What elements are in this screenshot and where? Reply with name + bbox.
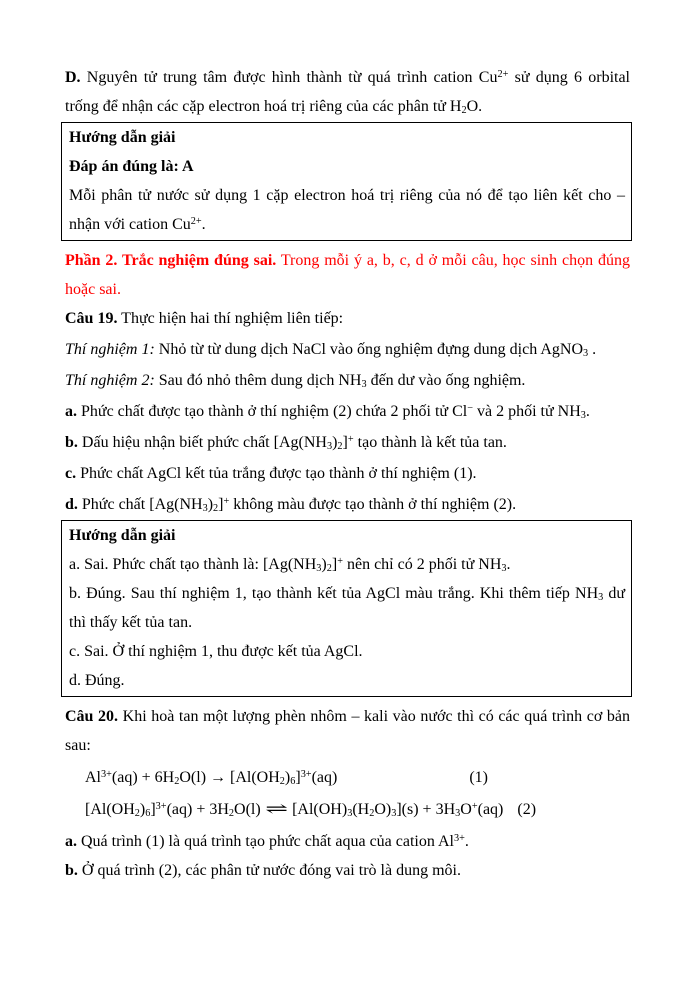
text-run: ) — [207, 496, 214, 513]
text-run: Phần 2. Trắc nghiệm đúng sai. — [65, 252, 277, 269]
text-run: (aq) — [477, 801, 504, 818]
text-run: AgNO — [540, 341, 583, 358]
subscript: 6 — [145, 808, 151, 820]
subscript: 2 — [326, 563, 332, 575]
text-run: . — [585, 403, 590, 420]
text-run: Phức chất — [77, 496, 150, 513]
subscript: 2 — [461, 105, 467, 117]
cau19-statement-d — [65, 490, 630, 519]
text-run: ](s) + 3H — [396, 801, 456, 818]
document-body — [65, 63, 630, 885]
superscript: 3+ — [453, 832, 465, 844]
answer-line — [69, 152, 625, 181]
subscript: 2 — [279, 776, 285, 788]
text-run: ) — [332, 434, 338, 451]
text-run: O) — [374, 801, 392, 818]
text-run: d. Đúng. — [69, 672, 125, 689]
text-run: Khi hoà tan một lượng phèn nhôm – kali vào nước thì có các quá trình cơ bản sau: — [65, 708, 630, 754]
text-run: O(l) — [234, 801, 261, 818]
text-run: [Ag(NH — [262, 556, 317, 573]
text-run: . — [464, 833, 469, 850]
text-run: ) — [321, 556, 327, 573]
text-run: ] — [295, 769, 301, 786]
text-run: Mỗi phân tử nước sử dụng 1 cặp electron hoá trị riêng của nó để tạo liên kết cho – nhận với cation Cu — [69, 187, 625, 233]
text-run: b. — [65, 434, 78, 451]
superscript: 2+ — [497, 68, 509, 80]
text-run: a. Sai. Phức chất tạo thành là: — [69, 556, 263, 573]
text-run: Câu 19. — [65, 310, 118, 327]
text-run: NH — [338, 372, 362, 389]
subscript: 3 — [361, 379, 367, 391]
solution-c — [69, 637, 625, 666]
subscript: 3 — [455, 808, 461, 820]
text-run: . — [506, 556, 511, 573]
text-run: [Ag(NH — [273, 434, 327, 451]
text-run: [Al(OH — [85, 801, 135, 818]
subscript: 2 — [134, 808, 140, 820]
text-run: a. — [65, 403, 77, 420]
superscript: 3+ — [155, 800, 167, 812]
text-run: ) — [139, 801, 146, 818]
solution-a — [69, 550, 625, 579]
cau19-statement-a — [65, 397, 630, 426]
text-run: dư thì thấy kết tủa tan. — [69, 585, 625, 631]
text-run: (H — [352, 801, 370, 818]
text-run: . — [588, 341, 597, 358]
text-run: không màu được tạo thành ở thí nghiệm (2). — [229, 496, 517, 513]
solution-b — [69, 579, 625, 637]
subscript: 3 — [391, 808, 397, 820]
text-run: O(l) → [Al(OH — [179, 769, 280, 786]
text-run: (2) — [517, 801, 537, 818]
solution-box-cau18 — [61, 122, 632, 241]
subscript: 3 — [598, 592, 604, 604]
cau20-statement-b — [65, 856, 630, 885]
equation-2 — [65, 795, 630, 824]
equation-1 — [65, 763, 630, 792]
text-run: O — [460, 801, 472, 818]
superscript: + — [471, 800, 478, 812]
text-run: ] — [342, 434, 348, 451]
superscript: + — [223, 495, 230, 507]
text-run: d. — [65, 496, 78, 513]
text-run: [Ag(NH — [149, 496, 203, 513]
text-run: Hướng dẫn giải — [69, 129, 176, 146]
text-run: a. — [65, 833, 77, 850]
text-run: Ở quá trình (2), các phân tử nước đóng vai trò là dung môi. — [77, 862, 461, 879]
text-run: b. Đúng. Sau thí nghiệm 1, tạo thành kết tủa AgCl màu trắng. Khi thêm tiếp — [69, 585, 576, 602]
superscript: + — [337, 555, 343, 567]
thi-nghiem-2 — [65, 366, 630, 395]
superscript: − — [467, 402, 473, 414]
subscript: 3 — [580, 410, 586, 422]
text-run: Dấu hiệu nhận biết phức chất — [77, 434, 274, 451]
text-run: b. — [65, 862, 78, 879]
subscript: 2 — [337, 441, 343, 453]
text-run: (aq) + 6H — [111, 769, 175, 786]
text-run: ] — [150, 801, 156, 818]
text-run: ] — [331, 556, 338, 573]
solution-heading — [69, 123, 625, 152]
cau20-statement-a — [65, 827, 630, 856]
subscript: 3 — [583, 348, 589, 360]
text-run: NH — [557, 403, 581, 420]
text-run: NH — [575, 585, 599, 602]
text-run: Nguyên tử trung tâm được hình thành từ quá trình cation Cu — [80, 69, 498, 86]
subscript: 3 — [202, 503, 208, 515]
solution-box-cau19 — [61, 520, 632, 697]
text-run: ) — [284, 769, 291, 786]
text-run: c. Sai. Ở thí nghiệm 1, thu được kết tủa AgCl. — [69, 643, 363, 660]
text-run: D. — [65, 69, 81, 86]
text-run: Thực hiện hai thí nghiệm liên tiếp: — [117, 310, 344, 327]
text-run: (1) — [469, 769, 488, 786]
text-run: ] — [218, 496, 224, 513]
text-run: Thí nghiệm 1: — [65, 341, 155, 358]
text-run: c. — [65, 465, 77, 482]
text-run: Quá trình (1) là quá trình tạo phức chất aqua của cation Al — [77, 833, 454, 850]
cau19-statement-b — [65, 428, 630, 457]
part2-heading — [65, 246, 630, 304]
text-run: (aq) — [311, 769, 338, 786]
superscript: 3+ — [101, 768, 112, 780]
text-run: sử dụng 6 orbital trống để nhận các cặp electron hoá trị riêng của các phân tử H — [65, 69, 630, 115]
text-run: Hướng dẫn giải — [69, 527, 176, 544]
statement-d-cau18 — [65, 63, 630, 121]
superscript: + — [347, 433, 354, 445]
text-run: Al — [85, 769, 101, 786]
cau-19-heading — [65, 304, 630, 333]
subscript: 2 — [228, 808, 235, 820]
text-run: Đáp án đúng là: A — [69, 158, 194, 175]
text-run: O. — [466, 98, 483, 115]
subscript: 3 — [347, 808, 353, 820]
text-run: [Al(OH) — [292, 801, 348, 818]
text-run: đến dư vào ống nghiệm. — [366, 372, 526, 389]
text-run: Phức chất được tạo thành ở thí nghiệm (2) chứa 2 phối tử Cl — [77, 403, 468, 420]
subscript: 3 — [326, 441, 333, 453]
subscript: 2 — [213, 503, 219, 515]
superscript: 3+ — [300, 768, 312, 780]
solution-d — [69, 666, 625, 695]
text-run: tạo thành là kết tủa tan. — [353, 434, 507, 451]
text-run: nên chỉ có 2 phối tử — [342, 556, 479, 573]
subscript: 3 — [316, 563, 322, 575]
text-run: Phức chất AgCl kết tủa trắng được tạo thành ở thí nghiệm (1). — [76, 465, 477, 482]
cau-20-heading — [65, 702, 630, 760]
text-run: . — [201, 216, 206, 233]
cau19-statement-c — [65, 459, 630, 488]
subscript: 3 — [501, 563, 507, 575]
text-run: Sau đó nhỏ thêm dung dịch — [154, 372, 339, 389]
text-run: NH — [478, 556, 502, 573]
equilibrium-arrow-icon: ⇌ — [264, 801, 288, 818]
subscript: 2 — [369, 808, 375, 820]
solution-text — [69, 181, 625, 239]
subscript: 2 — [174, 776, 180, 788]
thi-nghiem-1 — [65, 335, 630, 364]
text-run: Nhỏ từ từ dung dịch NaCl vào ống nghiệm đựng dung dịch — [154, 341, 541, 358]
text-run: Trong mỗi ý a, b, c, d ở mỗi câu, học sinh chọn đúng hoặc sai. — [65, 252, 630, 298]
text-run: và 2 phối tử — [472, 403, 558, 420]
text-run: (aq) + 3H — [166, 801, 229, 818]
text-run: Thí nghiệm 2: — [65, 372, 155, 389]
solution-heading — [69, 521, 625, 550]
superscript: 2+ — [190, 215, 202, 227]
text-run: Câu 20. — [65, 708, 119, 725]
subscript: 6 — [290, 776, 296, 788]
